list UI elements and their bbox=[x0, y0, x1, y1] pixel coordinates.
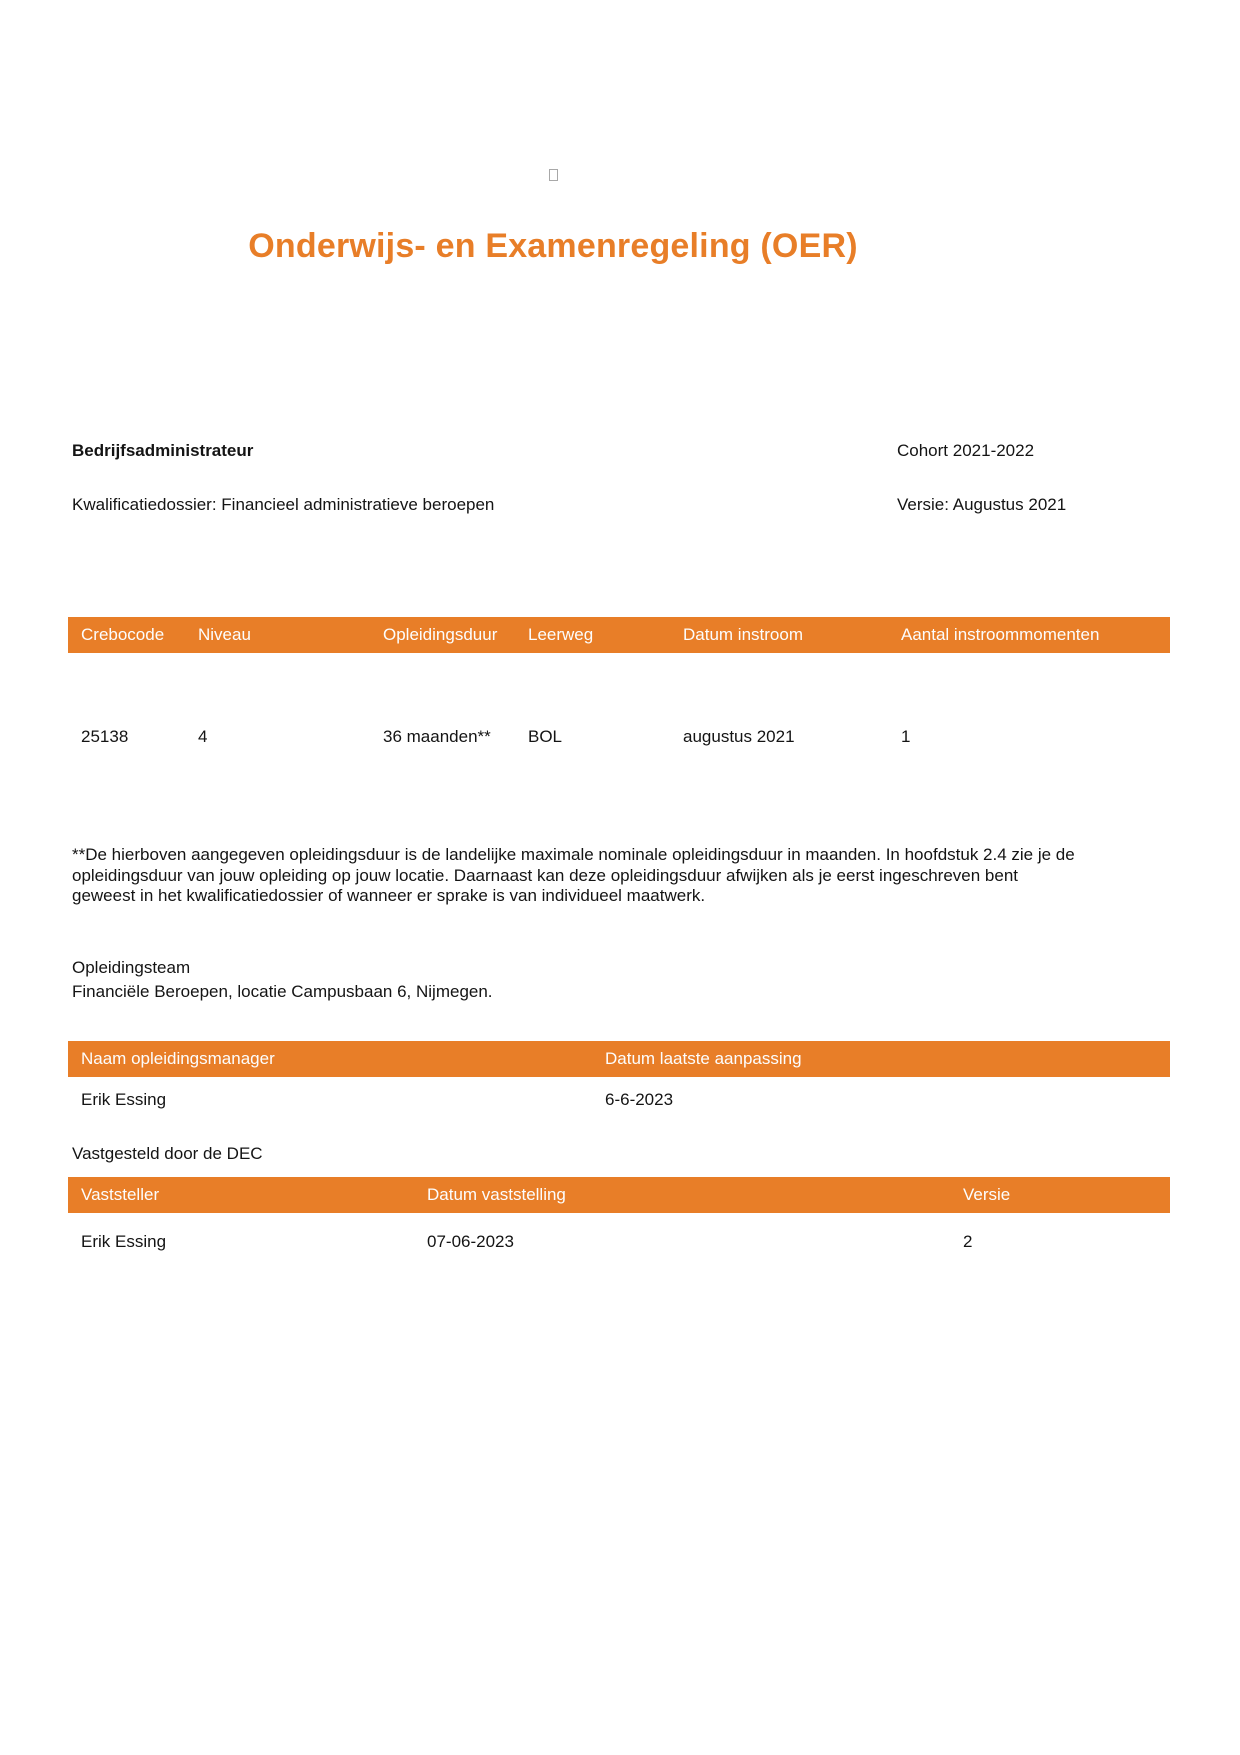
dossier-version-row bbox=[72, 495, 1172, 517]
datum-vaststelling-cell: 07-06-2023 bbox=[427, 1232, 514, 1251]
crebocode-header-cell: Crebocode bbox=[68, 617, 185, 653]
niveau-header-cell: Niveau bbox=[185, 617, 370, 653]
versie-header-cell: Versie bbox=[950, 1177, 1170, 1213]
niveau-cell: 4 bbox=[198, 727, 208, 746]
version-value: Versie: Augustus 2021 bbox=[897, 495, 1067, 514]
vaststelling-table bbox=[68, 1177, 1170, 1261]
aantal-instroommomenten-header-cell: Aantal instroommomenten bbox=[888, 617, 1170, 653]
leerweg-cell: BOL bbox=[528, 727, 563, 746]
cohort-value: Cohort 2021-2022 bbox=[897, 441, 1035, 460]
aantal-instroommomenten-cell: 1 bbox=[901, 727, 911, 746]
opleidingsduur-cell: 36 maanden** bbox=[383, 727, 491, 746]
datum-instroom-header-cell: Datum instroom bbox=[670, 617, 888, 653]
opleidingsteam-label: Opleidingsteam bbox=[72, 958, 191, 977]
versie-cell: 2 bbox=[963, 1232, 973, 1251]
opleidingsmanager-table bbox=[68, 1041, 1170, 1119]
vaststelling-table-header-row bbox=[68, 1177, 1170, 1213]
opleidingsteam-value: Financiële Beroepen, locatie Campusbaan 6, Nijmegen. bbox=[72, 981, 493, 1001]
program-table-header-row bbox=[68, 617, 1170, 653]
manager-table-header-row bbox=[68, 1041, 1170, 1077]
datum-laatste-aanpassing-header-cell: Datum laatste aanpassing bbox=[592, 1041, 1170, 1077]
missing-image-placeholder-icon bbox=[549, 169, 558, 181]
program-name: Bedrijfsadministrateur bbox=[72, 441, 254, 460]
crebocode-cell: 25138 bbox=[81, 727, 129, 746]
leerweg-header-cell: Leerweg bbox=[515, 617, 670, 653]
opleidingsteam-block bbox=[72, 956, 972, 1003]
vaststeller-cell: Erik Essing bbox=[81, 1232, 167, 1251]
kwalificatiedossier-value: Kwalificatiedossier: Financieel administratieve beroepen bbox=[72, 495, 495, 514]
opleidingsduur-footnote: **De hierboven aangegeven opleidingsduur is de landelijke maximale nominale opleidingsduur in maanden. In hoofdstuk 2.4 zie je de opleidingsduur van jouw opleiding op jouw locatie. Daarnaast kan deze opleidingsduur afwijken als je eerst ingeschreven bent geweest in het kwalificatiedossier of wanneer er sprake is van individueel maatwerk. bbox=[72, 845, 1075, 905]
laatste-aanpassing-datum-cell: 6-6-2023 bbox=[605, 1090, 674, 1109]
opleidingsduur-header-cell: Opleidingsduur bbox=[370, 617, 515, 653]
naam-opleidingsmanager-header-cell: Naam opleidingsmanager bbox=[68, 1041, 592, 1077]
datum-vaststelling-header-cell: Datum vaststelling bbox=[414, 1177, 950, 1213]
vastgesteld-dec-label: Vastgesteld door de DEC bbox=[72, 1144, 263, 1163]
vaststelling-table-data-row bbox=[68, 1213, 1170, 1261]
vaststeller-header-cell: Vaststeller bbox=[68, 1177, 414, 1213]
page-title: Onderwijs- en Examenregeling (OER) bbox=[248, 227, 858, 265]
program-details-table bbox=[68, 617, 1170, 789]
opleidingsmanager-naam-cell: Erik Essing bbox=[81, 1090, 167, 1109]
program-cohort-row bbox=[72, 441, 1172, 463]
datum-instroom-cell: augustus 2021 bbox=[683, 727, 795, 746]
manager-table-data-row bbox=[68, 1077, 1170, 1119]
program-table-data-row bbox=[68, 653, 1170, 789]
